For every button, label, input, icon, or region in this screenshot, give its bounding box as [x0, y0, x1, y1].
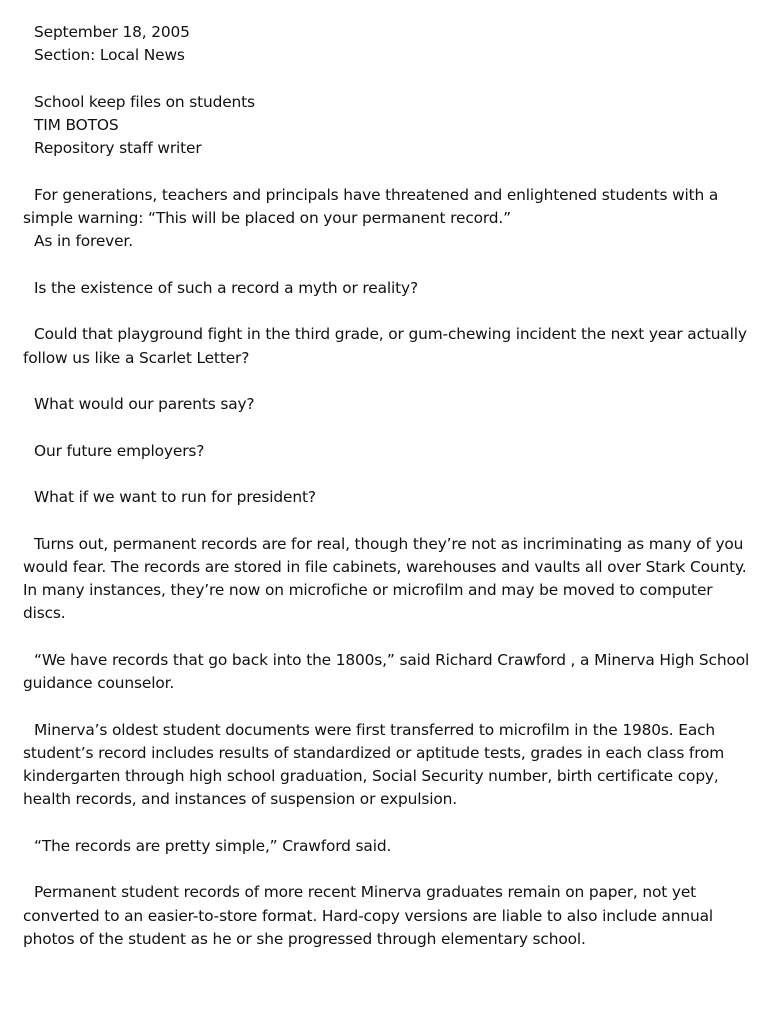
- spacer: [23, 858, 751, 881]
- article-byline: TIM BOTOS: [34, 116, 119, 134]
- paragraph-8: Turns out, permanent records are for real, though they’re not as incriminating as many of you would fear. The records are stored in file cabinets, warehouses and vaults all over Stark County. In many instances, they’re now on microfiche or microfilm and may be moved to computer discs.: [23, 534, 747, 623]
- article-section: Section: Local News: [34, 46, 185, 65]
- paragraph-1: For generations, teachers and principals have threatened and enlightened students with a simple warning: “This will be placed on your permanent record.”: [23, 185, 719, 227]
- spacer: [23, 416, 751, 439]
- paragraph-6: Our future employers?: [34, 441, 205, 460]
- article-date: September 18, 2005: [34, 23, 190, 41]
- document-page: [23, 21, 751, 951]
- spacer: [23, 463, 751, 486]
- paragraph-10: Minerva’s oldest student documents were first transferred to microfilm in the 1980s. Each student’s record includes results of standardized or aptitude tests, grades in each class from kindergarten through high school graduation, Social Security number, birth certificate copy, health records, and instances of suspension or expulsion.: [23, 720, 725, 809]
- paragraph-11: “The records are pretty simple,” Crawford said.: [34, 836, 392, 855]
- paragraph-3: Is the existence of such a record a myth or reality?: [34, 278, 418, 297]
- article-byline-title: Repository staff writer: [34, 139, 202, 158]
- paragraph-12: Permanent student records of more recent Minerva graduates remain on paper, not yet converted to an easier-to-store format. Hard-copy versions are liable to also include annual photos of the student as he or she progressed through elementary school.: [23, 883, 714, 948]
- paragraph-9: “We have records that go back into the 1800s,” said Richard Crawford , a Minerva High School guidance counselor.: [23, 650, 750, 692]
- paragraph-5: What would our parents say?: [34, 395, 255, 413]
- spacer: [23, 626, 751, 649]
- spacer: [23, 812, 751, 835]
- spacer: [23, 370, 751, 393]
- spacer: [23, 161, 751, 184]
- paragraph-7: What if we want to run for president?: [34, 488, 316, 506]
- spacer: [23, 254, 751, 277]
- article-headline: School keep files on students: [34, 92, 255, 111]
- spacer: [23, 68, 751, 91]
- paragraph-4: Could that playground fight in the third grade, or gum-chewing incident the next year actually follow us like a Scarlet Letter?: [23, 325, 747, 367]
- paragraph-2: As in forever.: [34, 232, 133, 251]
- spacer: [23, 300, 751, 323]
- spacer: [23, 509, 751, 532]
- spacer: [23, 695, 751, 718]
